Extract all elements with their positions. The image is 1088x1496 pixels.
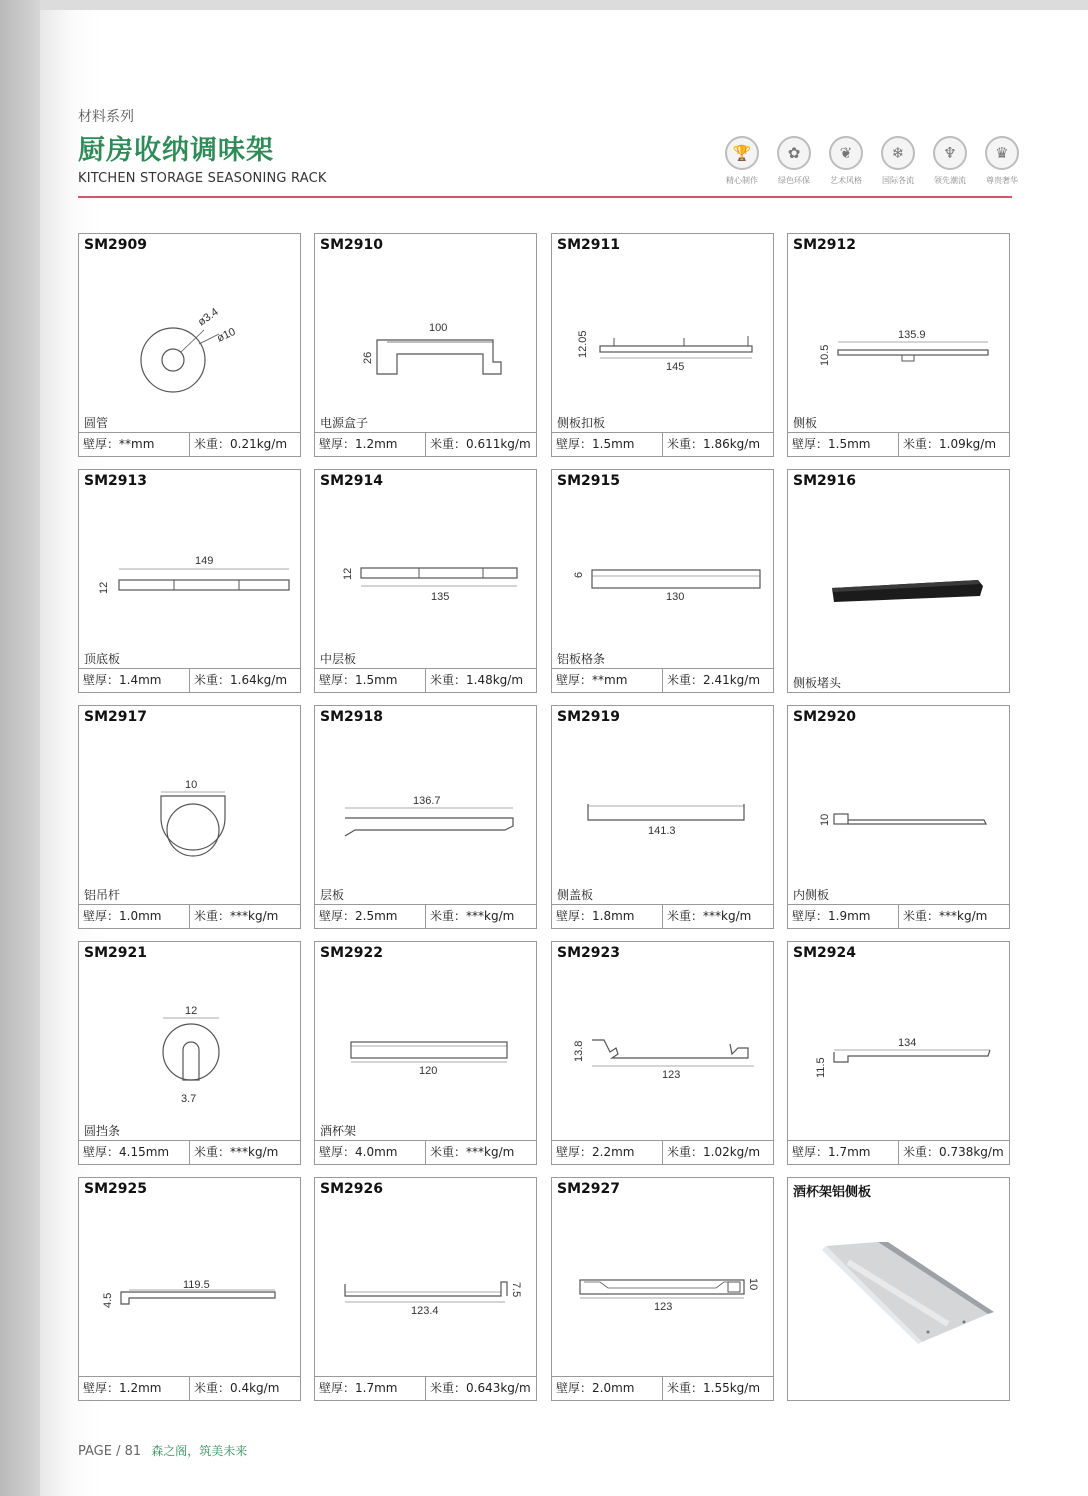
product-code: SM2925 bbox=[84, 1181, 147, 1197]
product-code: SM2927 bbox=[557, 1181, 620, 1197]
meter-weight: 米重：1.48kg/m bbox=[425, 669, 536, 692]
wall-thickness: 壁厚：1.0mm bbox=[83, 909, 162, 923]
feature-luxury bbox=[982, 136, 1022, 186]
product-code: SM2909 bbox=[84, 237, 147, 253]
product-code: SM2915 bbox=[557, 473, 620, 489]
spec-row bbox=[79, 1140, 300, 1164]
feature-icons bbox=[722, 136, 1022, 186]
product-code: SM2920 bbox=[793, 709, 856, 725]
wall-thickness: 壁厚：2.0mm bbox=[556, 1381, 635, 1395]
meter-weight: 米重：0.21kg/m bbox=[189, 433, 300, 456]
product-name: 顶底板 bbox=[84, 652, 121, 666]
page-subtitle: KITCHEN STORAGE SEASONING RACK bbox=[78, 171, 327, 186]
product-card-sm2910 bbox=[314, 233, 537, 457]
spec-row bbox=[79, 904, 300, 928]
wall-thickness: 壁厚：2.5mm bbox=[319, 909, 398, 923]
feature-label: 绿色环保 bbox=[778, 176, 810, 185]
product-code: SM2911 bbox=[557, 237, 620, 253]
product-card-sm2923 bbox=[551, 941, 774, 1165]
dim-label: 13.8 bbox=[573, 1040, 585, 1062]
dim-label: 12 bbox=[342, 567, 354, 580]
feature-intl bbox=[878, 136, 918, 186]
wall-thickness: 壁厚：1.5mm bbox=[792, 437, 871, 451]
product-card-side-panel bbox=[787, 1177, 1010, 1401]
meter-weight: 米重：0.643kg/m bbox=[425, 1377, 536, 1400]
spec-row bbox=[788, 432, 1009, 456]
spec-row bbox=[79, 1376, 300, 1400]
dim-label: 135 bbox=[431, 591, 450, 603]
meter-weight: 米重：***kg/m bbox=[662, 905, 773, 928]
product-card-sm2909 bbox=[78, 233, 301, 457]
product-code: SM2922 bbox=[320, 945, 383, 961]
wall-thickness: 壁厚：**mm bbox=[83, 437, 155, 451]
feature-label: 尊贵奢华 bbox=[986, 176, 1018, 185]
product-card-sm2911 bbox=[551, 233, 774, 457]
side-panel-photo bbox=[788, 1198, 1009, 1398]
wall-thickness: 壁厚：1.2mm bbox=[83, 1381, 162, 1395]
feature-label: 国际各流 bbox=[882, 176, 914, 185]
dim-label: 135.9 bbox=[898, 329, 926, 341]
wall-thickness: 壁厚：1.4mm bbox=[83, 673, 162, 687]
product-code: SM2914 bbox=[320, 473, 383, 489]
dim-label: ø3.4 bbox=[195, 306, 221, 329]
product-name: 铝吊杆 bbox=[84, 888, 121, 902]
product-code: SM2913 bbox=[84, 473, 147, 489]
product-card-sm2915 bbox=[551, 469, 774, 693]
product-code: SM2923 bbox=[557, 945, 620, 961]
meter-weight: 米重：1.02kg/m bbox=[662, 1141, 773, 1164]
page-number: PAGE / 81 bbox=[78, 1444, 142, 1459]
meter-weight: 米重：***kg/m bbox=[425, 905, 536, 928]
profile-drawing bbox=[79, 962, 300, 1122]
product-name: 圆管 bbox=[84, 416, 109, 430]
product-card-sm2921 bbox=[78, 941, 301, 1165]
dim-label: 11.5 bbox=[815, 1057, 827, 1078]
meter-weight: 米重：1.86kg/m bbox=[662, 433, 773, 456]
profile-drawing bbox=[315, 1198, 536, 1358]
dim-label: 123 bbox=[662, 1069, 681, 1081]
product-code: SM2924 bbox=[793, 945, 856, 961]
spec-row bbox=[79, 668, 300, 692]
profile-drawing bbox=[788, 726, 1009, 886]
product-name: 电源盒子 bbox=[320, 416, 369, 430]
dim-label: 7.5 bbox=[510, 1282, 522, 1298]
wall-thickness: 壁厚：2.2mm bbox=[556, 1145, 635, 1159]
product-card-sm2918 bbox=[314, 705, 537, 929]
product-card-sm2914 bbox=[314, 469, 537, 693]
dim-label: 134 bbox=[898, 1037, 917, 1049]
profile-drawing bbox=[315, 726, 536, 886]
dim-label: 3.7 bbox=[181, 1093, 197, 1105]
product-code: SM2912 bbox=[793, 237, 856, 253]
leaf-flower-icon: ✿ bbox=[777, 136, 811, 170]
product-code: SM2917 bbox=[84, 709, 147, 725]
plant-icon: ❦ bbox=[829, 136, 863, 170]
product-name: 中层板 bbox=[320, 652, 357, 666]
meter-weight: 米重：***kg/m bbox=[189, 1141, 300, 1164]
product-card-sm2917 bbox=[78, 705, 301, 929]
meter-weight: 米重：2.41kg/m bbox=[662, 669, 773, 692]
feature-trend bbox=[930, 136, 970, 186]
feature-label: 精心制作 bbox=[726, 176, 758, 185]
dim-label: 12 bbox=[185, 1005, 198, 1017]
dim-label: 145 bbox=[666, 361, 685, 373]
profile-drawing bbox=[552, 254, 773, 414]
dim-label: 26 bbox=[362, 351, 374, 364]
page-title: 厨房收纳调味架 bbox=[78, 135, 274, 166]
dim-label: ø10 bbox=[215, 325, 238, 345]
profile-drawing bbox=[788, 962, 1009, 1122]
meter-weight: 米重：***kg/m bbox=[425, 1141, 536, 1164]
spec-row bbox=[315, 1140, 536, 1164]
product-card-sm2920 bbox=[787, 705, 1010, 929]
product-card-sm2913 bbox=[78, 469, 301, 693]
profile-drawing bbox=[315, 254, 536, 414]
wall-thickness: 壁厚：4.0mm bbox=[319, 1145, 398, 1159]
dim-label: 130 bbox=[666, 591, 685, 603]
product-name: 侧板 bbox=[793, 416, 818, 430]
dim-label: 136.7 bbox=[413, 795, 441, 807]
dim-label: 100 bbox=[429, 322, 448, 334]
page-footer bbox=[78, 1442, 247, 1459]
product-card-sm2919 bbox=[551, 705, 774, 929]
product-name: 侧盖板 bbox=[557, 888, 594, 902]
spec-row bbox=[552, 432, 773, 456]
dim-label: 10 bbox=[185, 779, 198, 791]
product-code: SM2910 bbox=[320, 237, 383, 253]
dim-label: 141.3 bbox=[648, 825, 676, 837]
product-name: 内侧板 bbox=[793, 888, 830, 902]
wall-thickness: 壁厚：1.8mm bbox=[556, 909, 635, 923]
dim-label: 12.05 bbox=[577, 330, 589, 358]
profile-drawing bbox=[79, 254, 300, 414]
wall-thickness: 壁厚：1.7mm bbox=[319, 1381, 398, 1395]
feature-label: 艺术风格 bbox=[830, 176, 862, 185]
feature-label: 领先潮流 bbox=[934, 176, 966, 185]
product-code: SM2921 bbox=[84, 945, 147, 961]
hands-icon: ♆ bbox=[933, 136, 967, 170]
wall-thickness: 壁厚：4.15mm bbox=[83, 1145, 170, 1159]
product-card-sm2926 bbox=[314, 1177, 537, 1401]
spec-row bbox=[552, 1376, 773, 1400]
dim-label: 4.5 bbox=[102, 1292, 114, 1308]
spec-row bbox=[552, 668, 773, 692]
dim-label: 6 bbox=[573, 571, 585, 578]
product-name: 圆挡条 bbox=[84, 1124, 121, 1138]
slogan: 森之阁，筑美未来 bbox=[151, 1444, 248, 1458]
profile-drawing bbox=[79, 1198, 300, 1358]
profile-drawing bbox=[552, 962, 773, 1122]
dim-label: 123 bbox=[654, 1301, 673, 1313]
meter-weight: 米重：***kg/m bbox=[898, 905, 1009, 928]
meter-weight: 米重：1.55kg/m bbox=[662, 1377, 773, 1400]
feature-quality bbox=[722, 136, 762, 186]
profile-drawing bbox=[788, 254, 1009, 414]
product-name-text: 侧板堵头 bbox=[793, 676, 842, 690]
dim-label: 10 bbox=[747, 1278, 759, 1291]
spec-row bbox=[552, 1140, 773, 1164]
end-cap-photo bbox=[788, 490, 1009, 650]
profile-drawing bbox=[552, 1198, 773, 1358]
product-name: 铝板格条 bbox=[557, 652, 606, 666]
dim-label: 119.5 bbox=[183, 1279, 210, 1291]
product-code: SM2916 bbox=[793, 473, 856, 489]
dim-label: 123.4 bbox=[411, 1305, 439, 1317]
spec-row bbox=[315, 432, 536, 456]
product-name: 侧板扣板 bbox=[557, 416, 606, 430]
meter-weight: 米重：1.64kg/m bbox=[189, 669, 300, 692]
dim-label: 120 bbox=[419, 1065, 438, 1077]
product-card-sm2912 bbox=[787, 233, 1010, 457]
dim-label: 12 bbox=[98, 581, 110, 594]
dim-label: 10.5 bbox=[819, 344, 831, 366]
spec-row bbox=[788, 904, 1009, 928]
page-binding-shadow bbox=[0, 0, 40, 1496]
spec-row bbox=[315, 904, 536, 928]
wall-thickness: 壁厚：1.2mm bbox=[319, 437, 398, 451]
crown-icon: ♛ bbox=[985, 136, 1019, 170]
product-card-sm2924 bbox=[787, 941, 1010, 1165]
wall-thickness: 壁厚：**mm bbox=[556, 673, 628, 687]
product-card-sm2925 bbox=[78, 1177, 301, 1401]
meter-weight: 米重：0.738kg/m bbox=[898, 1141, 1009, 1164]
dim-label: 149 bbox=[195, 555, 214, 567]
wall-thickness: 壁厚：1.9mm bbox=[792, 909, 871, 923]
spec-row bbox=[315, 1376, 536, 1400]
meter-weight: 米重：***kg/m bbox=[189, 905, 300, 928]
header-rule bbox=[78, 196, 1012, 198]
meter-weight: 米重：0.4kg/m bbox=[189, 1377, 300, 1400]
product-card-sm2922 bbox=[314, 941, 537, 1165]
dim-label: 10 bbox=[819, 813, 831, 826]
wall-thickness: 壁厚：1.5mm bbox=[319, 673, 398, 687]
wall-thickness: 壁厚：1.5mm bbox=[556, 437, 635, 451]
profile-drawing bbox=[79, 490, 300, 650]
profile-drawing bbox=[552, 726, 773, 886]
product-name: 层板 bbox=[320, 888, 345, 902]
product-card-sm2916 bbox=[787, 469, 1010, 693]
meter-weight: 米重：1.09kg/m bbox=[898, 433, 1009, 456]
spec-row bbox=[788, 1140, 1009, 1164]
product-code: SM2919 bbox=[557, 709, 620, 725]
wall-thickness: 壁厚：1.7mm bbox=[792, 1145, 871, 1159]
profile-drawing bbox=[79, 726, 300, 886]
snowflake-icon: ❄ bbox=[881, 136, 915, 170]
feature-eco bbox=[774, 136, 814, 186]
product-code: 酒杯架铝侧板 bbox=[793, 1185, 872, 1200]
series-label: 材料系列 bbox=[78, 109, 134, 125]
profile-drawing bbox=[315, 490, 536, 650]
product-card-sm2927 bbox=[551, 1177, 774, 1401]
product-name: 酒杯架 bbox=[320, 1124, 357, 1138]
spec-row bbox=[79, 432, 300, 456]
spec-row bbox=[552, 904, 773, 928]
trophy-icon: 🏆 bbox=[725, 136, 759, 170]
spec-row bbox=[315, 668, 536, 692]
feature-art bbox=[826, 136, 866, 186]
profile-drawing bbox=[552, 490, 773, 650]
meter-weight: 米重：0.611kg/m bbox=[425, 433, 536, 456]
profile-drawing bbox=[315, 962, 536, 1122]
product-code: SM2918 bbox=[320, 709, 383, 725]
product-code: SM2926 bbox=[320, 1181, 383, 1197]
